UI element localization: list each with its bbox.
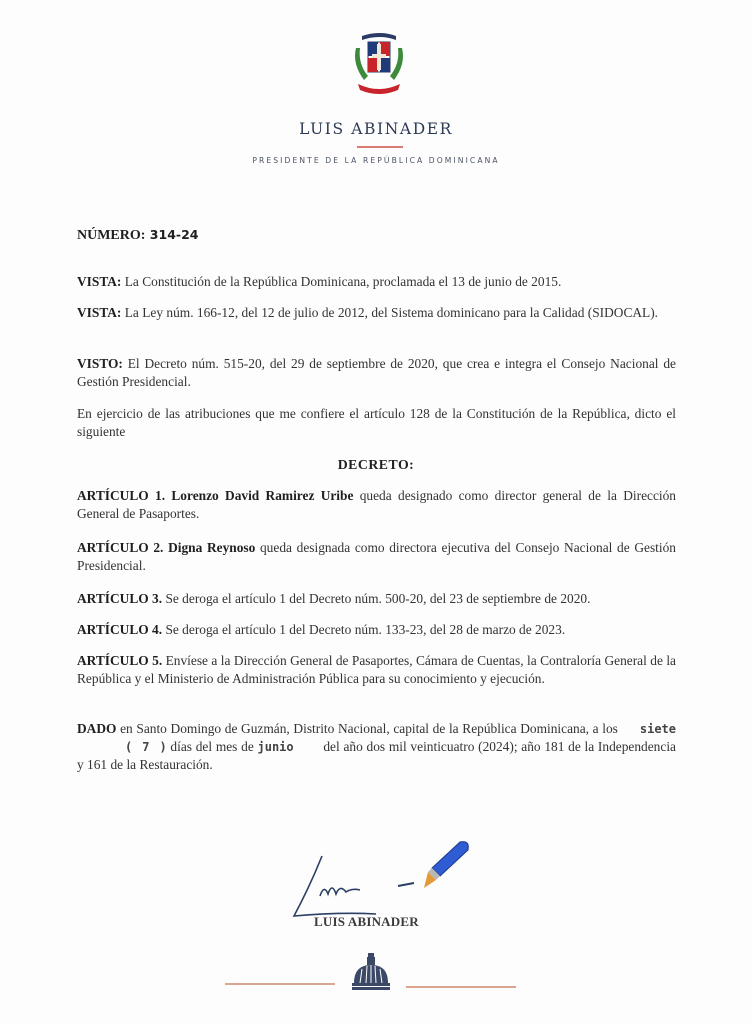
article-5 [77,652,676,688]
footer-divider-right [406,986,516,988]
header-divider [357,146,403,148]
dado-text-1: en Santo Domingo de Guzmán, Distrito Nacional, capital de la República Dominicana, a los [116,721,618,736]
article-label: ARTÍCULO 2. [77,540,164,555]
article-text: queda designada como directora ejecutiva del Consejo Nacional de Gestión Presidencial. [77,540,676,573]
dado-text-3: del año dos mil veinticuatro (2024); año 181 de la Independencia y 161 de la Restauración. [77,739,676,772]
dado-label: DADO [77,721,117,736]
signature-icon [280,836,480,926]
considerando-label: VISTA: [77,305,122,320]
footer-divider-left [225,983,335,985]
decree-title: DECRETO: [337,457,415,472]
article-label: ARTÍCULO 3. [77,591,163,606]
considerando-1 [77,273,676,291]
article-label: ARTÍCULO 5. [77,653,163,668]
preamble: En ejercicio de las atribuciones que me confiere el artículo 128 de la Constitución de la República, dicto el siguiente [77,406,676,439]
article-2 [77,539,676,575]
fountain-pen-icon [424,842,468,888]
considerando-text: La Constitución de la República Dominicana, proclamada el 13 de junio de 2015. [121,274,562,289]
article-text: Se deroga el artículo 1 del Decreto núm. 500-20, del 23 de septiembre de 2020. [162,591,591,606]
article-1 [77,487,676,523]
article-4 [77,621,676,639]
article-bold: Digna Reynoso [163,540,256,555]
considerando-3 [77,355,676,391]
paren-open: ( [125,740,133,754]
dado-clause [77,720,676,774]
decree-number [77,227,198,244]
palace-dome-icon [350,953,392,991]
considerando-label: VISTA: [77,274,122,289]
article-text: Envíese a la Dirección General de Pasaportes, Cámara de Cuentas, la Contraloría General de la República y el Ministerio de Administración Pública para su conocimiento y ejecución. [77,653,676,686]
decree-number-value: 314-24 [149,227,199,242]
article-text: Se deroga el artículo 1 del Decreto núm. 133-23, del 28 de marzo de 2023. [162,622,566,637]
day-number: 7 [142,740,150,754]
dado-text-2: días del mes de [166,739,258,754]
considerando-text: El Decreto núm. 515-20, del 29 de septiembre de 2020, que crea e integra el Consejo Nacional de Gestión Presidencial. [77,356,676,389]
header-subtitle: PRESIDENTE DE LA REPÚBLICA DOMINICANA [252,156,500,165]
article-label: ARTÍCULO 4. [77,622,163,637]
coat-of-arms-icon [348,30,410,102]
signatory-name: LUIS ABINADER [314,914,419,929]
month: junio [257,740,294,754]
considerando-2 [77,304,676,322]
considerando-label: VISTO: [77,356,123,371]
decree-number-label: NÚMERO: [77,228,146,243]
article-bold: Lorenzo David Ramirez Uribe [165,488,354,503]
paren-close: ) [159,740,167,754]
article-label: ARTÍCULO 1. [77,488,166,503]
day-words: siete [639,722,676,736]
header-name: LUIS ABINADER [299,120,453,138]
considerando-text: La Ley núm. 166-12, del 12 de julio de 2012, del Sistema dominicano para la Calidad (SIDOCAL). [121,305,659,320]
article-3 [77,590,676,608]
article-text: queda designado como director general de la Dirección General de Pasaportes. [77,488,677,521]
